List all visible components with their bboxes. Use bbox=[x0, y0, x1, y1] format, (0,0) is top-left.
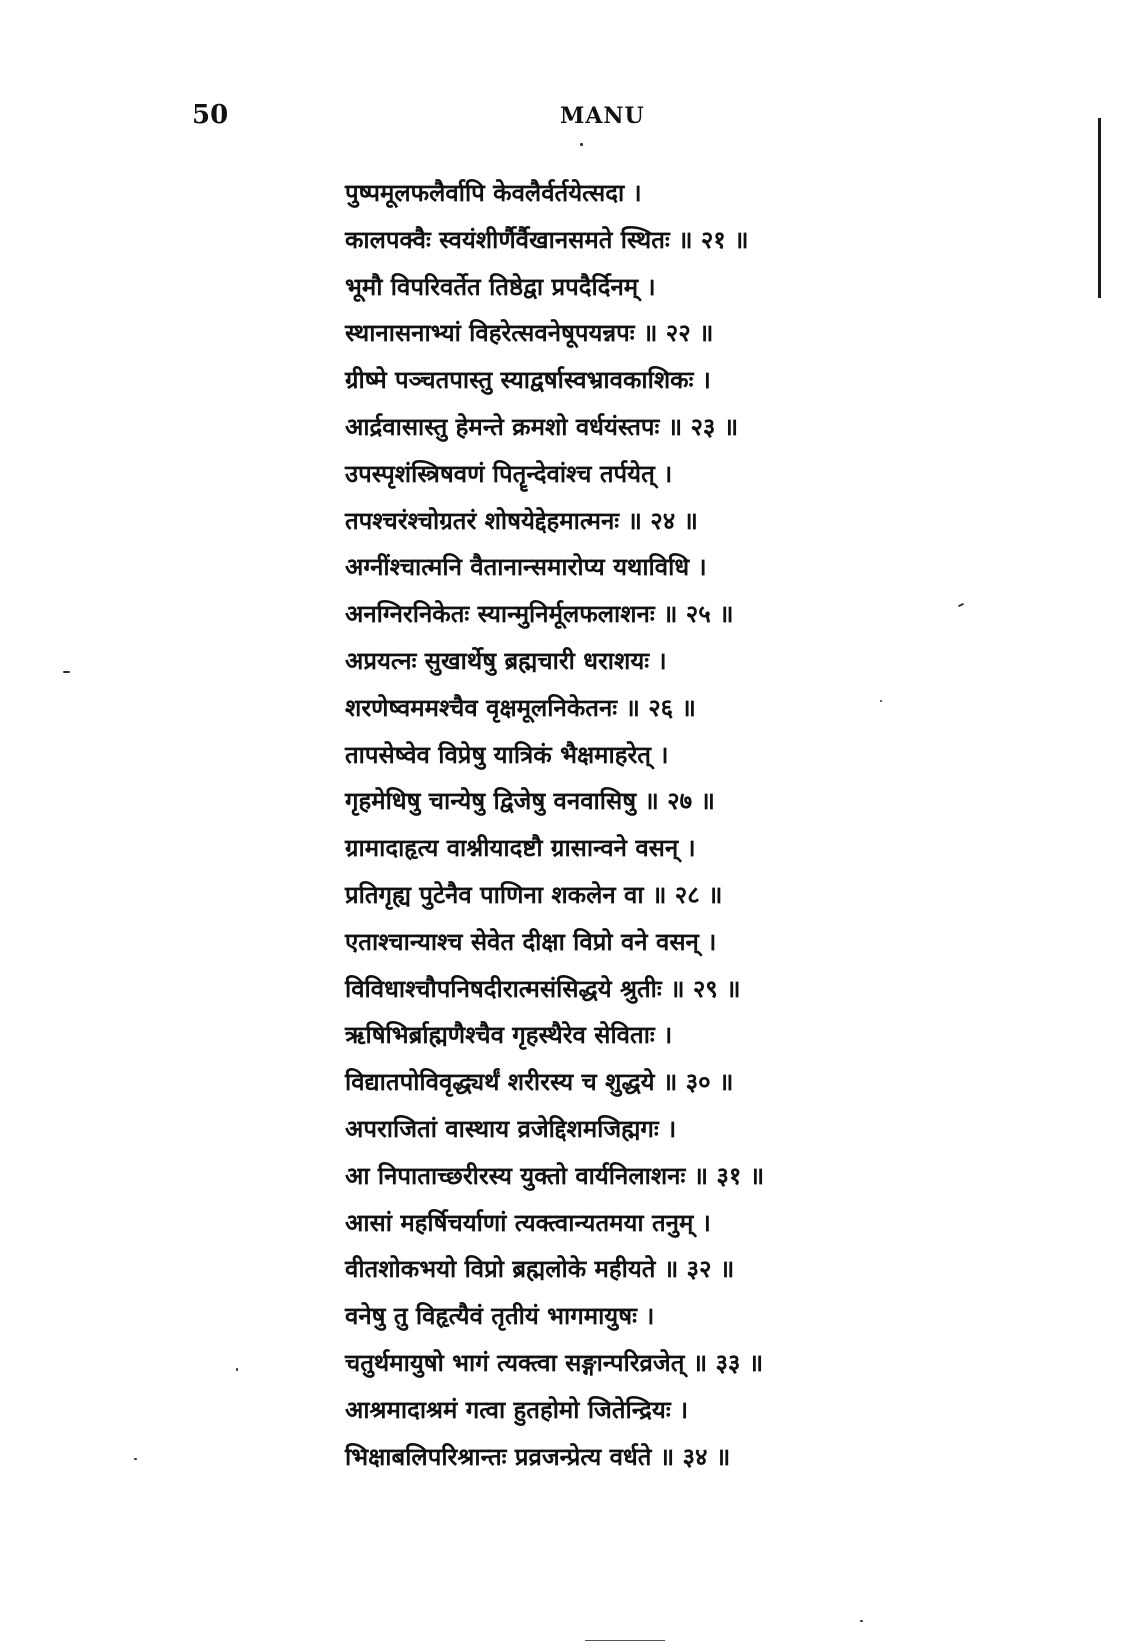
verse-line: ग्रीष्मे पञ्चतपास्तु स्याद्वर्षास्वभ्रावकाशिकः । bbox=[345, 366, 711, 395]
verse-line: स्थानासनाभ्यां विहरेत्सवनेषूपयन्नपः ॥ २२ ॥ bbox=[345, 319, 714, 348]
scan-speck bbox=[236, 1368, 238, 1371]
scan-speck bbox=[860, 1620, 863, 1622]
verse-line: कालपक्वैः स्वयंशीर्णैर्वैखानसमते स्थितः ॥ २१ ॥ bbox=[345, 225, 749, 254]
scan-speck bbox=[63, 671, 70, 673]
running-head: MANU bbox=[560, 103, 645, 129]
verse-line: शरणेष्वममश्चैव वृक्षमूलनिकेतनः ॥ २६ ॥ bbox=[345, 693, 696, 722]
verse-line: आसां महर्षिचर्याणां त्यक्त्वान्यतमया तनुम् । bbox=[345, 1208, 711, 1237]
verse-line: पुष्पमूलफलैर्वापि केवलैर्वर्तयेत्सदा । bbox=[345, 179, 642, 207]
verse-line: आ निपाताच्छरीरस्य युक्तो वार्यनिलाशनः ॥ ३१ ॥ bbox=[345, 1161, 765, 1190]
verse-line: चतुर्थमायुषो भागं त्यक्त्वा सङ्गान्परिव्रजेत् ॥ ३३ ॥ bbox=[345, 1348, 764, 1377]
scan-speck bbox=[580, 143, 583, 146]
verse-line: प्रतिगृह्य पुटेनैव पाणिना शकलेन वा ॥ २८ ॥ bbox=[345, 880, 723, 909]
verse-line: आश्रमादाश्रमं गत्वा हुतहोमो जितेन्द्रियः । bbox=[345, 1395, 689, 1424]
verse-line: गृहमेधिषु चान्येषु द्विजेषु वनवासिषु ॥ २७ ॥ bbox=[345, 787, 715, 816]
page-number: 50 bbox=[192, 100, 229, 130]
verse-line: भूमौ विपरिवर्तेत तिष्ठेद्वा प्रपदैर्दिनम् । bbox=[345, 272, 656, 301]
bottom-rule bbox=[585, 1640, 665, 1641]
verse-line: आर्द्रवासास्तु हेमन्ते क्रमशो वर्धयंस्तपः ॥ २३ ॥ bbox=[345, 412, 739, 441]
verse-line: ग्रामादाहृत्य वाश्नीयादष्टौ ग्रासान्वने वसन् । bbox=[345, 834, 696, 863]
margin-rule bbox=[1098, 118, 1101, 298]
verse-block bbox=[345, 170, 1075, 1480]
verse-line: ऋषिभिर्ब्राह्मणैश्चैव गृहस्थैरेव सेविताः । bbox=[345, 1021, 673, 1050]
verse-line: एताश्चान्याश्च सेवेत दीक्षा विप्रो वने वसन् । bbox=[345, 927, 717, 956]
verse-line: उपस्पृशंस्त्रिषवणं पितॄन्देवांश्च तर्पयेत् । bbox=[345, 459, 673, 488]
verse-line: वीतशोकभयो विप्रो ब्रह्मलोके महीयते ॥ ३२ ॥ bbox=[345, 1255, 735, 1284]
verse-line: भिक्षाबलिपरिश्रान्तः प्रव्रजन्प्रेत्य वर्धते ॥ ३४ ॥ bbox=[345, 1442, 731, 1471]
verse-line: अपराजितां वास्थाय व्रजेद्दिशमजिह्मगः । bbox=[345, 1114, 677, 1143]
scan-speck bbox=[134, 1458, 137, 1460]
verse-line: अनग्निरनिकेतः स्यान्मुनिर्मूलफलाशनः ॥ २५ ॥ bbox=[345, 600, 734, 629]
verse-line: वनेषु तु विहृत्यैवं तृतीयं भागमायुषः । bbox=[345, 1302, 655, 1331]
verse-line: विद्यातपोविवृद्ध्यर्थं शरीरस्य च शुद्धये ॥ ३० ॥ bbox=[345, 1068, 734, 1097]
verse-line: अप्रयत्नः सुखार्थेषु ब्रह्मचारी धराशयः । bbox=[345, 646, 667, 675]
verse-line: अग्नींश्चात्मनि वैतानान्समारोप्य यथाविधि । bbox=[345, 553, 707, 582]
scan-speck bbox=[880, 700, 882, 702]
verse-line: तपश्चरंश्चोग्रतरं शोषयेद्देहमात्मनः ॥ २४ ॥ bbox=[345, 506, 698, 535]
verse-line: विविधाश्चौपनिषदीरात्मसंसिद्धये श्रुतीः ॥ २९ ॥ bbox=[345, 974, 741, 1003]
verse-line: तापसेष्वेव विप्रेषु यात्रिकं भैक्षमाहरेत् । bbox=[345, 740, 669, 769]
